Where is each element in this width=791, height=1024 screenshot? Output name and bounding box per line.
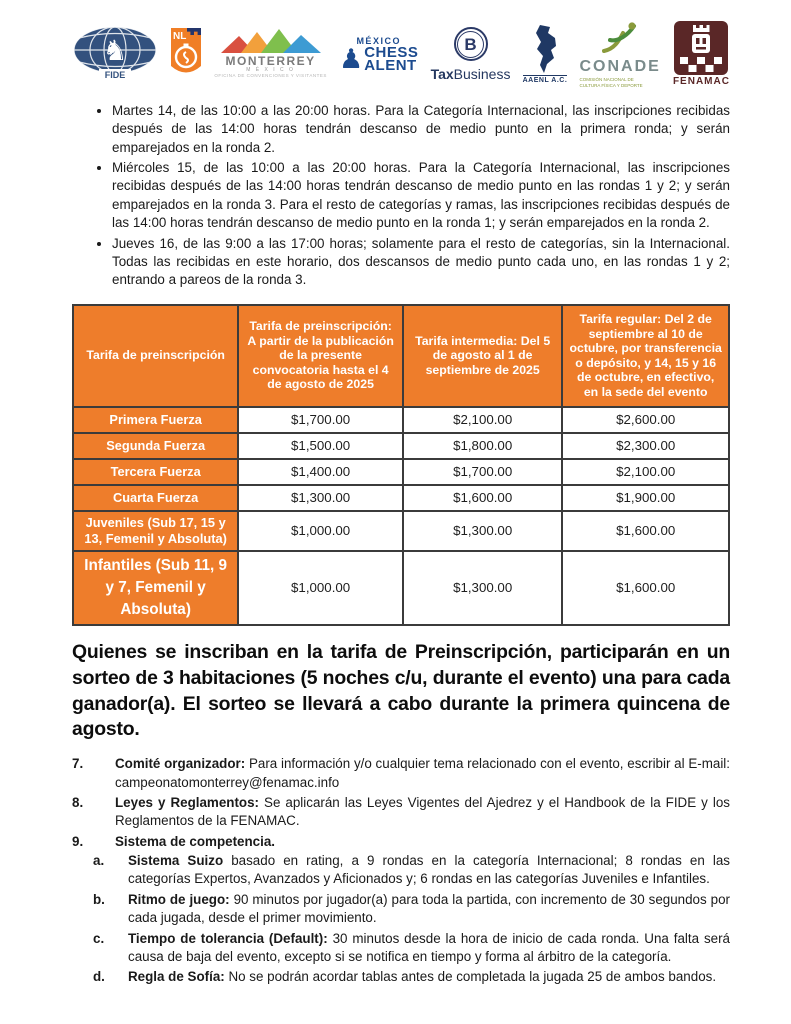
taxbusiness-label-rest: Business (453, 66, 511, 82)
taxbusiness-label-bold: Tax (430, 66, 454, 82)
chess-talent-logo (339, 37, 418, 72)
tariff-table (72, 304, 730, 626)
table-row (73, 433, 729, 459)
table-header-row (73, 305, 729, 407)
category-cell: Primera Fuerza (73, 407, 238, 433)
logo-bar (72, 14, 730, 94)
chess-talent-mexico-label: MÉXICO (356, 35, 401, 46)
price-cell: $2,600.00 (562, 407, 729, 433)
table-row (73, 459, 729, 485)
price-cell: $1,300.00 (403, 551, 562, 626)
competition-sublist (93, 852, 730, 987)
category-cell: Tercera Fuerza (73, 459, 238, 485)
aaenl-label: AAENL A.C. (522, 77, 568, 84)
price-cell: $1,900.00 (562, 485, 729, 511)
item-lead: Comité organizador: (115, 756, 246, 772)
aaenl-logo (523, 24, 568, 84)
category-cell: Juveniles (Sub 17, 15 y 13, Femenil y Absoluta) (73, 511, 238, 551)
price-cell: $1,000.00 (238, 551, 403, 626)
item-number: 7. (72, 756, 84, 772)
sub-item-d (93, 968, 730, 986)
sub-item-text: 90 minutos por jugador(a) para toda la partida, con incremento de 30 segundos por cada jugada, desde el primer movimiento. (128, 891, 730, 926)
price-cell: $1,600.00 (403, 485, 562, 511)
fenamac-logo (673, 21, 730, 87)
monterrey-logo (214, 29, 327, 79)
sub-item-letter: d. (93, 969, 105, 985)
conade-caption-1: COMISIÓN NACIONAL DE (579, 77, 634, 83)
chess-talent-alent-label: ALENT (364, 56, 417, 74)
sub-item-letter: b. (93, 891, 105, 907)
price-cell: $1,000.00 (238, 511, 403, 551)
sub-item-lead: Sistema Suizo (128, 853, 224, 869)
rule-item-9 (72, 833, 730, 989)
taxbusiness-label (431, 67, 511, 81)
conade-caption-2: CULTURA FÍSICA Y DEPORTE (579, 83, 643, 88)
item-content (93, 833, 730, 989)
sub-item-a (93, 852, 730, 889)
item-lead: Sistema de competencia. (115, 833, 276, 849)
schedule-bullet-list (72, 102, 730, 290)
item-number: 8. (72, 794, 84, 810)
sub-item-content (128, 930, 730, 967)
category-cell: Infantiles (Sub 11, 9 y 7, Femenil y Absoluta) (73, 551, 238, 626)
item-text: Se aplicarán las Leyes Vigentes del Ajedrez y el Handbook de la FIDE y los Reglamentos de la FENAMAC. (115, 794, 730, 829)
price-cell: $2,100.00 (562, 459, 729, 485)
item-content (115, 794, 730, 831)
fide-label: FIDE (104, 70, 126, 80)
item-content (115, 755, 730, 792)
sub-item-text: No se podrán acordar tablas antes de completada la jugada 25 de ambos bandos. (224, 969, 717, 985)
table-row (73, 511, 729, 551)
price-cell: $1,700.00 (403, 459, 562, 485)
category-cell: Cuarta Fuerza (73, 485, 238, 511)
price-cell: $1,600.00 (562, 511, 729, 551)
nl-shield-icon (170, 27, 202, 81)
column-header-regular: Tarifa regular: Del 2 de septiembre al 10 de octubre, por transferencia o depósito, y 14, 15 y 16 de octubre, en efectivo, en la sede del evento (562, 305, 729, 407)
fide-logo (72, 25, 158, 83)
sub-item-letter: c. (93, 930, 105, 946)
category-cell: Segunda Fuerza (73, 433, 238, 459)
conade-label: CONADE (579, 58, 661, 76)
conade-logo (579, 19, 660, 89)
item-lead: Leyes y Reglamentos: (115, 794, 259, 810)
rule-item-7 (72, 755, 730, 792)
conade-runner-icon (601, 19, 639, 55)
nl-logo (170, 27, 202, 81)
monterrey-mountains-icon (219, 29, 323, 53)
price-cell: $1,400.00 (238, 459, 403, 485)
sub-item-text: 30 minutos desde la hora de inicio de cada ronda. Una falta será causa de baja del evento, excepto si se notifica en tiempo y forma al árbitro de la categoría. (128, 930, 730, 964)
rules-list (72, 755, 730, 988)
price-cell: $2,100.00 (403, 407, 562, 433)
aaenl-state-icon (529, 24, 561, 74)
fide-globe-knight-icon (72, 25, 158, 83)
price-cell: $2,300.00 (562, 433, 729, 459)
pawn-icon: ♟ (339, 43, 364, 74)
table-row (73, 551, 729, 626)
chess-talent-chess-label: CHESS (364, 43, 419, 61)
taxbusiness-monogram: B (464, 34, 477, 54)
sub-item-content (128, 968, 730, 986)
taxbusiness-monogram-icon (454, 27, 488, 61)
table-row (73, 407, 729, 433)
email-address[interactable]: campeonatomonterrey@fenamac.info (115, 774, 340, 790)
price-cell: $1,500.00 (238, 433, 403, 459)
bullet-jueves-16: • Jueves 16, de las 9:00 a las 17:00 horas; solamente para el resto de categorías, sin la Internacional. Todas las recibidas en este horario, dos descansos de medio punto cada uno, en las rondas 1 y 2; entrando a pareos de la ronda 3. (112, 235, 730, 290)
rule-item-8 (72, 794, 730, 831)
monterrey-label: MONTERREY (225, 54, 316, 69)
column-header-preinscripcion: Tarifa de preinscripción: A partir de la publicación de la presente convocatoria hasta el 4 de agosto de 2025 (238, 305, 403, 407)
raffle-paragraph: Quienes se inscriban en la tarifa de Preinscripción, participarán en un sorteo de 3 habitaciones (5 noches c/u, durante el evento) una para cada ganador(a). El sorteo se llevará a cabo durante la primera quincena de agosto. (72, 641, 730, 741)
sub-item-content (128, 852, 730, 889)
monterrey-caption: OFICINA DE CONVENCIONES Y VISITANTES (214, 73, 327, 79)
bullet-miercoles-15: • Miércoles 15, de las 10:00 a las 20:00 horas. Para la Categoría Internacional, las inscripciones recibidas después de las 14:00 horas tendrán descanso de medio punto en las rondas 1 y 2; y serán emparejados en la ronda 3. Para el resto de categorías y ramas, las inscripciones recibidas después de las 14:00 horas tendrán descanso de medio punto en la ronda 1; y serán emparejados en la ronda 2. (112, 159, 730, 232)
table-row (73, 485, 729, 511)
item-text: Para información y/o cualquier tema relacionado con el evento, escribir al E-mail: (245, 756, 730, 772)
sub-item-content (128, 891, 730, 928)
sub-item-b (93, 891, 730, 928)
knight-icon: ♞ (102, 35, 128, 66)
price-cell: $1,700.00 (238, 407, 403, 433)
price-cell: $1,800.00 (403, 433, 562, 459)
fenamac-label: FENAMAC (672, 76, 730, 87)
bullet-martes-14: • Martes 14, de las 10:00 a las 20:00 horas. Para la Categoría Internacional, las inscripciones recibidas después de las 14:00 horas tendrán descanso de medio punto en la primera ronda; y serán emparejados en la ronda 2. (112, 102, 730, 157)
price-cell: $1,300.00 (238, 485, 403, 511)
sub-item-lead: Regla de Sofía: (128, 969, 225, 985)
sub-item-c (93, 930, 730, 967)
item-number: 9. (72, 833, 84, 849)
column-header-category: Tarifa de preinscripción (73, 305, 238, 407)
column-header-intermedia: Tarifa intermedia: Del 5 de agosto al 1 de septiembre de 2025 (403, 305, 562, 407)
monterrey-sublabel: M É X I C O (246, 67, 295, 74)
price-cell: $1,600.00 (562, 551, 729, 626)
nl-label: NL (173, 31, 187, 42)
fenamac-rook-icon (674, 21, 728, 75)
sub-item-letter: a. (93, 853, 105, 869)
sub-item-lead: Tiempo de tolerancia (Default): (128, 930, 328, 946)
taxbusiness-logo (431, 27, 511, 81)
sub-item-text: basado en rating, a 9 rondas en la categoría Internacional; 8 rondas en las categorías Expertos, Avanzados y Aficionados y; 6 rondas en las categorías Juveniles e Infantiles. (128, 853, 730, 887)
sub-item-lead: Ritmo de juego: (128, 891, 230, 907)
price-cell: $1,300.00 (403, 511, 562, 551)
